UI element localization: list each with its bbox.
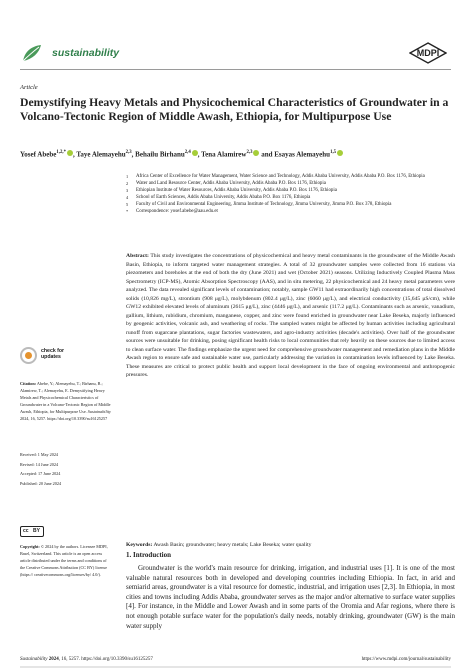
- affiliation-number: 2: [126, 180, 129, 186]
- cc-icon: cc: [23, 528, 29, 534]
- page-footer: [20, 655, 451, 664]
- published-date: Published: 20 June 2024: [20, 480, 62, 486]
- affiliation-number: 1: [126, 174, 129, 179]
- footer-citation: [20, 655, 153, 664]
- publication-dates: [20, 450, 112, 488]
- affiliation-number: *: [126, 208, 129, 214]
- author-affiliation-marks: 2,4: [184, 150, 191, 155]
- citation-label: Citation:: [20, 381, 37, 386]
- received-date: Received: 1 May 2024: [20, 452, 59, 457]
- publisher-name: MDPI: [416, 48, 440, 58]
- affiliation-number: 3: [126, 187, 129, 193]
- affiliation-item: [126, 202, 458, 209]
- author-name[interactable]: Taye Alemayehu: [76, 150, 126, 159]
- orcid-icon[interactable]: [67, 150, 73, 156]
- cc-by-license-badge[interactable]: [20, 526, 44, 537]
- intro-paragraph: Groundwater is the world's main resource for drinking, irrigation, and industrial uses [1]. It is one of the most valuable natural resources both in developed and developing countries including Ethiopia. In fact, in arid and semiarid areas, groundwater is a vital resource for domestic, industrial, and irrigation uses [2,3]. In Ethiopia, in most cities and towns including Addis Ababa, groundwater serves as the major and/or alternative to surface water supplies [4]. For instance, in the Middle and Lower Awash and in some parts of the Oromia and Afar regions, where there is not enough potable surface water for the population's daily needs, notably drinking, groundwater (GW) is the main water supply: [126, 564, 455, 630]
- affiliation-text: Ethiopian Institute of Water Resources, Addis Ababa University, Addis Ababa P.O. Box 1176, Ethiopia: [136, 187, 337, 193]
- accepted-date: Accepted: 17 June 2024: [20, 471, 61, 477]
- affiliation-number: 5: [126, 201, 129, 207]
- article-title: Demystifying Heavy Metals and Physicochemical Characteristics of Groundwater in a Volcano-Tectonic Region of Middle Awash, Ethiopia, for Multipurpose Use: [20, 96, 449, 123]
- abstract: [126, 252, 455, 380]
- affiliation-number: 4: [126, 194, 129, 200]
- footer-doi[interactable]: , 16, 5257. https://doi.org/10.3390/su16125257: [58, 657, 153, 662]
- author-name[interactable]: Esayas Alemayehu: [274, 150, 331, 159]
- article-type: Article: [20, 84, 38, 91]
- keywords-text: Awash Basin; groundwater; heavy metals; Lake Beseka; water quality: [153, 542, 312, 548]
- footer-year: 2024: [48, 657, 59, 662]
- correspondence-item: [126, 209, 458, 216]
- abstract-text: This study investigates the concentrations of physicochemical and heavy metal contaminants in the groundwater of the Middle Awash Basin, Ethiopia, to inform targeted water management strategies. A total of 32 groundwater samples were collected from 16 stations via piezometers and boreholes at the end of both the dry (June 2021) and wet (October 2021) seasons. Utilizing Inductively Coupled Plasma Mass Spectrometry (ICP-MS), Atomic Absorption Spectroscopy (AAS), and in situ metering, 22 physicochemical and 24 heavy metal parameters were analyzed. The data revealed significant levels of contamination; notably, sample GW11 had extraordinarily high concentrations of total dissolved solids (10,826 mg/L), strontium (908 μg/L), molybdenum (802.4 μg/L), zinc (6060 μg/L), and electrical conductivity (15,645 μS/cm), while GW12 exhibited elevated levels of aluminum (2615 μg/L), zinc (4446 μg/L), and arsenic (117.2 μg/L). Contaminants such as arsenic, vanadium, gallium, lithium, rubidium, chromium, manganese, copper, and zinc were found enriched in groundwater near Lake Beseka, majorly influenced by geogenic activities, volcanic ash, and weathering of rocks. The sampled waters might be affected by human activities including agricultural runoff from sugarcane plantations, sugar factories wastewaters, and agro-industry activities (decade's activities). Over half of the groundwater sources were unsuitable for drinking, posing significant health risks to local communities that rely heavily on these sources due to limited access to clean surface water. The findings emphasize the urgent need for comprehensive groundwater management and remediation plans in the Middle Awash region to ensure safe and sustainable water use, particularly addressing the variation in contamination levels influenced by Lake Beseka. These measures are critical to protect public health and support local development in the face of ongoing environmental and anthropogenic pressures.: [126, 253, 455, 379]
- check-updates-label: [41, 348, 64, 360]
- author-affiliation-marks: 1,2,*: [56, 150, 66, 155]
- orcid-icon[interactable]: [192, 150, 198, 156]
- affiliation-text: School of Earth Sciences, Addis Ababa University, Addis Ababa P.O. Box 1176, Ethiopia: [136, 194, 311, 200]
- check-for-updates-button[interactable]: [20, 347, 80, 367]
- author-list: Yosef Abebe$^{1,2,*}$ , Taye Alemayehu$^{2,3}$, Behailu Birhanu$^{2,4}$ , Tena Alamirew$^{2,3}$ and Esayas Alemayehu$^{1,5}$: [20, 150, 455, 158]
- affiliation-item: [126, 181, 458, 188]
- affiliation-item: [126, 195, 458, 202]
- copyright-block: [20, 544, 112, 579]
- copyright-text: © 2024 by the authors. Licensee MDPI, Basel, Switzerland. This article is an open access article distributed under the terms and conditions of the Creative Commons Attribution (CC BY) license (https:// creativecommons.org/licenses/by/ 4.0/).: [20, 544, 108, 577]
- citation-journal: Sustainability: [87, 408, 111, 414]
- affiliation-text: Faculty of Civil and Environmental Engineering, Jimma Institute of Technology, Jimma University, Jimma P.O. Box 378, Ethiopia: [136, 201, 392, 207]
- affiliation-item: [126, 188, 458, 195]
- citation-block: [20, 381, 112, 423]
- footer-journal: Sustainability: [20, 657, 48, 662]
- citation-text: Abebe, Y.; Alemayehu, T.; Birhanu, B.; Alamirew, T.; Alemayehu, E. Demystifying Heavy Metals and Physicochemical Characteristics of Groundwater in a Volcano-Tectonic Region of Middle Awash, Ethiopia, for Multipurpose Use.: [20, 381, 111, 414]
- author-name[interactable]: Tena Alamirew: [201, 150, 247, 159]
- check-updates-icon: [20, 347, 37, 364]
- revised-date: Revised: 14 June 2024: [20, 461, 59, 467]
- keywords-label: Keywords:: [126, 542, 153, 548]
- correspondence-text[interactable]: Correspondence: yosef.abebe@aau.edu.et: [136, 208, 218, 214]
- author-name[interactable]: Behailu Birhanu: [135, 150, 185, 159]
- author-affiliation-marks: 1,5: [330, 150, 337, 155]
- author-name[interactable]: Yosef Abebe: [20, 150, 57, 159]
- keywords: [126, 541, 455, 549]
- copyright-label: Copyright:: [20, 544, 40, 549]
- by-icon: BY: [33, 528, 40, 534]
- author-affiliation-marks: 2,3: [246, 150, 253, 155]
- journal-name: sustainability: [52, 47, 120, 59]
- check-updates-line2: updates: [41, 354, 61, 361]
- affiliation-list: [126, 174, 458, 215]
- footer-url[interactable]: https://www.mdpi.com/journal/sustainability: [361, 657, 451, 662]
- header-rule: [20, 69, 451, 70]
- mdpi-logo: [409, 42, 447, 64]
- check-updates-line1: check for: [41, 348, 65, 354]
- orcid-icon[interactable]: [253, 150, 259, 156]
- orcid-icon[interactable]: [337, 150, 343, 156]
- affiliation-text: Africa Center of Excellence for Water Management, Water Science and Technology, Addis Ababa University, Addis Ababa P.O. Box 1176, Ethiopia: [136, 174, 425, 179]
- affiliation-text: Water and Land Resource Center, Addis Ababa University, Addis Ababa P.O. Box 1176, Ethiopia: [136, 180, 326, 186]
- author-affiliation-marks: 2,3: [125, 150, 132, 155]
- abstract-label: Abstract:: [126, 253, 149, 259]
- journal-leaf-logo: [20, 42, 44, 64]
- citation-doi[interactable]: 2024, 16, 5257. https://doi.org/10.3390/su16125257: [20, 415, 108, 421]
- section-heading: 1. Introduction: [126, 551, 171, 559]
- affiliation-item: [126, 174, 458, 181]
